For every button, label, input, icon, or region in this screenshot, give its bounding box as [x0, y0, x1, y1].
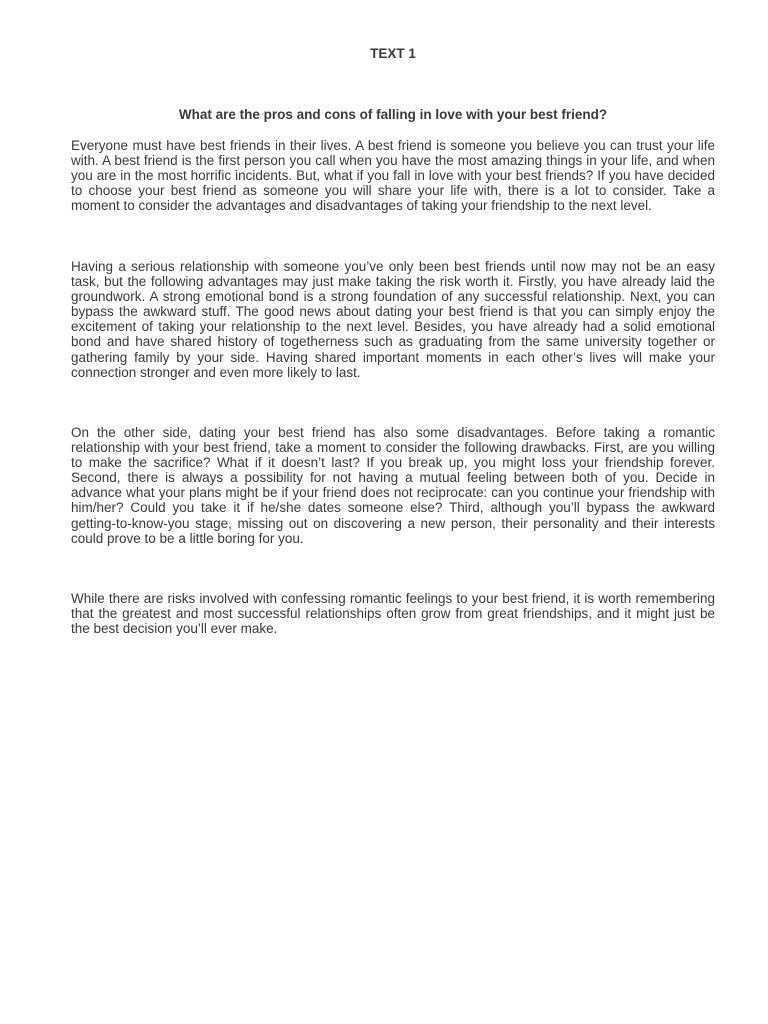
document-title: What are the pros and cons of falling in love with your best friend? [178, 107, 608, 122]
paragraph-advantages: Having a serious relationship with someone you’ve only been best friends until now may not be an easy task, but the following advantages may just make taking the risk worth it. Firstly, you have already laid the groundwork. A strong emotional bond is a strong foundation of any successful relationship. Next, you can bypass the awkward stuff. The good news about dating your best friend is that you can simply enjoy the excitement of taking your relationship to the next level. Besides, you have already had a solid emotional bond and have shared history of togetherness such as graduating from the same university together or gathering family by your side. Having shared important moments in each other’s lives will make your connection stronger and even more likely to last. [71, 259, 715, 380]
paragraph-conclusion: While there are risks involved with confessing romantic feelings to your best friend, it is worth remembering that the greatest and most successful relationships often grow from great friendships, and it might just be the best decision you’ll ever make. [71, 591, 715, 637]
paragraph-disadvantages: On the other side, dating your best friend has also some disadvantages. Before taking a romantic relationship with your best friend, take a moment to consider the following drawbacks. First, are you willing to make the sacrifice? What if it doesn’t last? If you break up, you might loss your friendship forever. Second, there is always a possibility for not having a mutual feeling between both of you. Decide in advance what your plans might be if your friend does not reciprocate: can you continue your friendship with him/her? Could you take it if he/she dates someone else? Third, although you’ll bypass the awkward getting-to-know-you stage, missing out on discovering a new person, their personality and their interests could prove to be a little boring for you. [71, 425, 715, 546]
document-heading: TEXT 1 [370, 46, 416, 61]
paragraph-intro: Everyone must have best friends in their lives. A best friend is someone you believe you can trust your life with. A best friend is the first person you call when you have the most amazing things in your life, and when you are in the most horrific incidents. But, what if you fall in love with your best friends? If you have decided to choose your best friend as someone you will share your life with, there is a lot to consider. Take a moment to consider the advantages and disadvantages of taking your friendship to the next level. [71, 138, 715, 214]
